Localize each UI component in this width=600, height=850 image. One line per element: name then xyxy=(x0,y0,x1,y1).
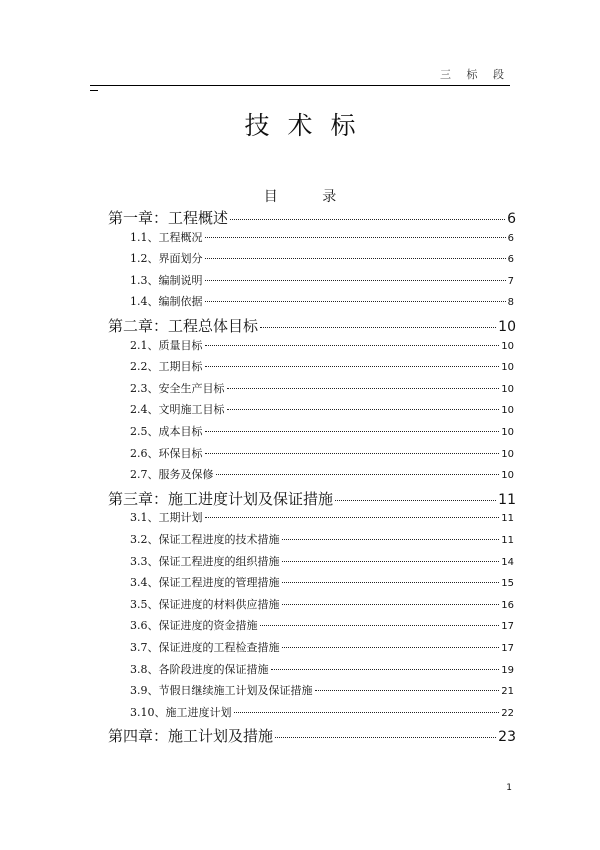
toc-entry-number: 第三章 xyxy=(108,489,154,508)
toc-heading: 目 录 xyxy=(263,189,357,205)
toc-section-entry[interactable] xyxy=(130,229,514,245)
toc-section-entry[interactable] xyxy=(130,445,514,461)
toc-entry-label: 服务及保修 xyxy=(158,468,214,482)
document-title: 技术标 xyxy=(244,111,374,140)
toc-section-entry[interactable] xyxy=(130,272,514,288)
toc-entry-number: 3.9 xyxy=(130,684,148,698)
toc-chapter-entry[interactable] xyxy=(108,488,516,509)
toc-entry-page: 6 xyxy=(507,211,516,227)
toc-section-entry[interactable] xyxy=(130,337,514,353)
toc-entry-number: 1.1 xyxy=(130,230,148,244)
toc-entry-separator: 、 xyxy=(147,338,159,352)
toc-entry-number: 第四章 xyxy=(108,727,154,746)
toc-entry-number: 3.8 xyxy=(130,662,148,676)
toc-entry-page: 7 xyxy=(507,275,514,287)
toc-entry-page: 16 xyxy=(501,599,514,611)
toc-section-entry[interactable] xyxy=(130,466,514,482)
toc-entry-page: 10 xyxy=(501,340,514,352)
toc-dot-leader xyxy=(282,561,500,562)
toc-entry-separator: ： xyxy=(153,317,169,335)
toc-entry-page: 14 xyxy=(501,556,514,568)
toc-entry-label: 工程概况 xyxy=(158,230,203,244)
toc-section-entry[interactable] xyxy=(130,661,514,677)
toc-entry-number: 1.2 xyxy=(130,252,148,266)
toc-entry-label: 保证工程进度的组织措施 xyxy=(158,554,280,568)
toc-entry-page: 11 xyxy=(498,491,516,508)
toc-entry-separator: 、 xyxy=(147,576,159,590)
toc-section-entry[interactable] xyxy=(130,596,514,612)
toc-entry-separator: 、 xyxy=(147,533,159,546)
toc-chapter-entry[interactable] xyxy=(108,207,516,228)
toc-dot-leader xyxy=(315,690,500,691)
toc-section-entry[interactable] xyxy=(130,704,514,720)
toc-dot-leader xyxy=(205,345,500,346)
toc-dot-leader xyxy=(216,474,500,475)
toc-entry-page: 10 xyxy=(501,448,514,460)
toc-section-entry[interactable] xyxy=(130,423,514,439)
toc-entry-label: 施工进度计划 xyxy=(165,705,232,719)
toc-section-entry[interactable] xyxy=(130,682,514,698)
toc-entry-page: 17 xyxy=(501,621,514,633)
toc-entry-separator: 、 xyxy=(147,619,159,633)
toc-entry-page: 10 xyxy=(501,362,514,374)
toc-entry-page: 10 xyxy=(498,319,516,335)
toc-entry-separator: 、 xyxy=(147,641,159,654)
toc-dot-leader xyxy=(282,582,500,583)
toc-dot-leader xyxy=(205,366,500,367)
toc-entry-separator: 、 xyxy=(147,425,159,438)
toc-entry-page: 17 xyxy=(501,643,514,654)
toc-entry-separator: 、 xyxy=(147,662,159,676)
toc-entry-label: 工期目标 xyxy=(158,360,203,374)
toc-entry-page: 10 xyxy=(501,383,514,395)
toc-entry-label: 保证进度的资金措施 xyxy=(158,619,258,633)
toc-entry-separator: 、 xyxy=(147,554,159,568)
toc-entry-number: 1.4 xyxy=(130,295,148,309)
toc-dot-leader xyxy=(205,258,506,259)
toc-entry-page: 11 xyxy=(501,535,514,546)
toc-entry-number: 2.2 xyxy=(130,360,148,374)
toc-entry-separator: 、 xyxy=(147,446,159,460)
toc-entry-label: 编制说明 xyxy=(158,273,203,287)
toc-chapter-entry[interactable] xyxy=(108,725,516,746)
toc-entry-label: 界面划分 xyxy=(158,252,203,266)
toc-entry-label: 保证进度的工程检查措施 xyxy=(158,641,280,654)
toc-entry-separator: 、 xyxy=(147,360,159,374)
toc-entry-number: 3.4 xyxy=(130,576,148,590)
toc-dot-leader xyxy=(227,409,500,410)
toc-entry-number: 2.7 xyxy=(130,468,148,482)
toc-dot-leader xyxy=(260,327,496,328)
toc-section-entry[interactable] xyxy=(130,617,514,633)
toc-entry-number: 3.2 xyxy=(130,533,148,546)
toc-entry-page: 19 xyxy=(501,664,514,676)
toc-entry-page: 10 xyxy=(501,427,514,438)
toc-entry-number: 2.3 xyxy=(130,381,148,395)
toc-entry-separator: 、 xyxy=(147,511,159,525)
toc-dot-leader xyxy=(227,388,500,389)
toc-entry-number: 3.5 xyxy=(130,597,148,611)
toc-entry-page: 6 xyxy=(507,232,514,244)
toc-dot-leader xyxy=(282,647,500,648)
toc-entry-label: 施工进度计划及保证措施 xyxy=(168,489,334,508)
toc-entry-label: 安全生产目标 xyxy=(158,381,225,395)
toc-section-entry[interactable] xyxy=(130,293,514,309)
toc-entry-label: 保证工程进度的管理措施 xyxy=(158,576,280,590)
toc-entry-label: 施工计划及措施 xyxy=(168,727,274,746)
toc-entry-separator: 、 xyxy=(154,705,166,719)
toc-dot-leader xyxy=(275,737,496,738)
toc-entry-separator: 、 xyxy=(147,684,159,698)
toc-entry-number: 1.3 xyxy=(130,273,148,287)
toc-entry-label: 成本目标 xyxy=(158,425,203,438)
toc-entry-number: 3.7 xyxy=(130,641,148,654)
toc-entry-page: 10 xyxy=(501,470,514,482)
toc-entry-separator: 、 xyxy=(147,230,159,244)
toc-entry-separator: 、 xyxy=(147,273,159,287)
toc-entry-page: 21 xyxy=(501,686,514,698)
toc-entry-number: 第一章 xyxy=(108,209,154,227)
toc-section-entry[interactable] xyxy=(130,380,514,396)
toc-entry-separator: ： xyxy=(153,489,169,508)
toc-section-entry[interactable] xyxy=(130,401,514,417)
toc-entry-label: 节假日继续施工计划及保证措施 xyxy=(158,684,313,698)
toc-dot-leader xyxy=(234,712,500,713)
toc-entry-page: 23 xyxy=(498,729,516,746)
toc-entry-number: 2.5 xyxy=(130,425,148,438)
toc-entry-page: 22 xyxy=(501,707,514,719)
toc-section-entry[interactable] xyxy=(130,250,514,266)
toc-dot-leader xyxy=(271,669,500,670)
toc-entry-number: 3.1 xyxy=(130,511,148,525)
toc-section-entry[interactable] xyxy=(130,639,514,655)
toc-entry-label: 保证进度的材料供应措施 xyxy=(158,597,280,611)
toc-entry-number: 第二章 xyxy=(108,317,154,335)
toc-entry-number: 2.4 xyxy=(130,403,148,417)
toc-entry-number: 3.10 xyxy=(130,705,155,719)
toc-dot-leader xyxy=(205,453,500,454)
toc-dot-leader xyxy=(335,500,496,501)
toc-dot-leader xyxy=(205,280,506,281)
toc-entry-label: 各阶段进度的保证措施 xyxy=(158,662,269,676)
toc-entry-number: 2.6 xyxy=(130,446,148,460)
toc-entry-page: 8 xyxy=(507,297,514,309)
toc-entry-number: 2.1 xyxy=(130,338,148,352)
toc-dot-leader xyxy=(205,301,506,302)
toc-entry-separator: 、 xyxy=(147,381,159,395)
toc-entry-page: 15 xyxy=(501,578,514,590)
header-label: 三 标 段 xyxy=(440,68,510,81)
toc-entry-label: 环保目标 xyxy=(158,446,203,460)
toc-section-entry[interactable] xyxy=(130,509,514,525)
toc-dot-leader xyxy=(260,625,500,626)
toc-dot-leader xyxy=(205,237,506,238)
toc-dot-leader xyxy=(282,604,500,605)
toc-entry-separator: ： xyxy=(153,727,169,746)
toc-entry-label: 质量目标 xyxy=(158,338,203,352)
page-number: 1 xyxy=(506,783,512,793)
toc-entry-separator: 、 xyxy=(147,295,159,309)
toc-section-entry[interactable] xyxy=(130,574,514,590)
toc-entry-label: 编制依据 xyxy=(158,295,203,309)
toc-entry-separator: 、 xyxy=(147,468,159,482)
toc-section-entry[interactable] xyxy=(130,553,514,569)
toc-entry-separator: 、 xyxy=(147,252,159,266)
toc-dot-leader xyxy=(282,539,500,540)
toc-entry-page: 11 xyxy=(501,513,514,525)
toc-chapter-entry[interactable] xyxy=(108,315,516,336)
toc-entry-label: 保证工程进度的技术措施 xyxy=(158,533,280,546)
toc-dot-leader xyxy=(230,219,505,220)
toc-dot-leader xyxy=(205,431,500,432)
toc-entry-label: 文明施工目标 xyxy=(158,403,225,417)
toc-entry-number: 3.6 xyxy=(130,619,148,633)
toc-section-entry[interactable] xyxy=(130,358,514,374)
toc-entry-page: 10 xyxy=(501,405,514,417)
toc-entry-label: 工程总体目标 xyxy=(168,317,259,335)
toc-entry-separator: ： xyxy=(153,209,169,227)
toc-section-entry[interactable] xyxy=(130,531,514,547)
toc-entry-separator: 、 xyxy=(147,403,159,417)
toc-entry-label: 工程概述 xyxy=(168,209,229,227)
toc-entry-label: 工期计划 xyxy=(158,511,203,525)
toc-dot-leader xyxy=(205,517,500,518)
toc-entry-separator: 、 xyxy=(147,597,159,611)
toc-entry-number: 3.3 xyxy=(130,554,148,568)
toc-entry-page: 6 xyxy=(507,254,514,266)
